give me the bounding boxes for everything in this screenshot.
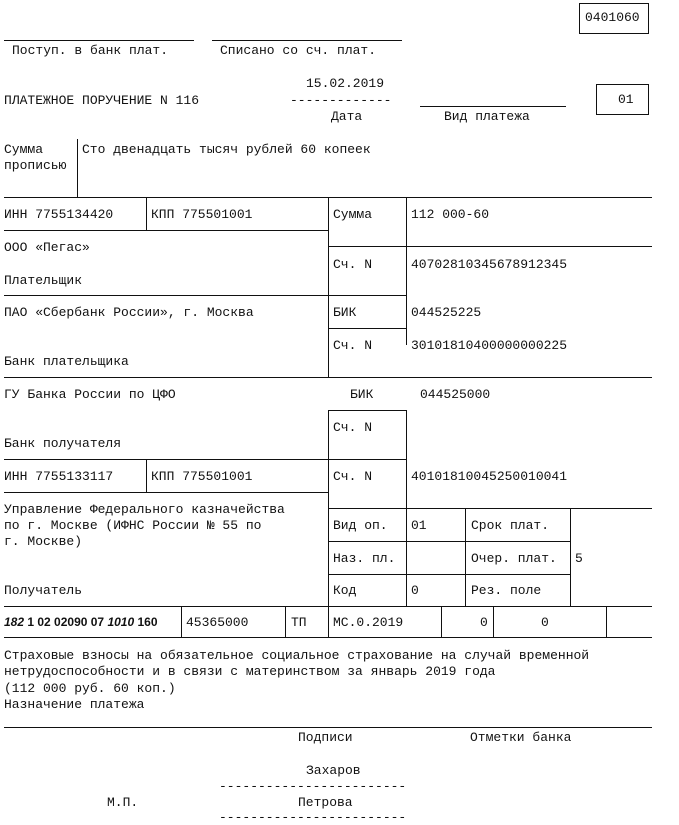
recipient-account-value: 40101810045250010041 <box>411 469 568 484</box>
doc-date: 0 <box>541 615 549 630</box>
recipient-bank-label: Банк получателя <box>4 436 122 451</box>
op-type-value: 01 <box>411 518 427 533</box>
payer-account-label: Сч. N <box>333 257 373 272</box>
form-code: 0401060 <box>585 10 640 25</box>
signer-2: Петрова <box>298 795 353 810</box>
term-label: Срок плат. <box>471 518 550 533</box>
kbk-code: 182 1 02 02090 07 1010 160 <box>4 615 158 629</box>
tax-period: МС.0.2019 <box>333 615 404 630</box>
recipient-bank-bik-label: БИК <box>350 387 374 402</box>
payer-bank-bik-label: БИК <box>333 305 357 320</box>
payment-type-label: Вид платежа <box>444 109 530 124</box>
received-line <box>4 40 194 41</box>
payer-bank-account-label: Сч. N <box>333 338 373 353</box>
signer-1-dashes: ------------------------ <box>219 779 407 794</box>
sum-label: Сумма <box>333 207 373 222</box>
recipient-kpp: КПП 775501001 <box>151 469 253 484</box>
stamp-label: М.П. <box>107 795 139 810</box>
recipient-label: Получатель <box>4 583 83 598</box>
signatures-label: Подписи <box>298 730 353 745</box>
bank-marks-label: Отметки банка <box>470 730 572 745</box>
recipient-name-line-2: по г. Москве (ИФНС России № 55 по <box>4 518 262 533</box>
date-label: Дата <box>331 109 363 124</box>
recipient-account-label: Сч. N <box>333 469 373 484</box>
page-title: ПЛАТЕЖНОЕ ПОРУЧЕНИЕ N 116 <box>4 93 200 108</box>
date-dashes: ------------- <box>290 93 392 108</box>
amount-words-label-1: Сумма <box>4 142 44 157</box>
recipient-bank-name: ГУ Банка России по ЦФО <box>4 387 176 402</box>
payer-kpp: КПП 775501001 <box>151 207 253 222</box>
payer-bank-label: Банк плательщика <box>4 354 129 369</box>
payer-bank-bik-value: 044525225 <box>411 305 482 320</box>
priority-label: Очер. плат. <box>471 551 557 566</box>
payer-inn: ИНН 7755134420 <box>4 207 114 222</box>
payer-name: ООО «Пегас» <box>4 240 90 255</box>
doc-number: 0 <box>480 615 488 630</box>
payment-type-line <box>420 106 566 107</box>
payer-bank-name: ПАО «Сбербанк России», г. Москва <box>4 305 254 320</box>
purpose-line-3: (112 000 руб. 60 коп.) <box>4 681 176 696</box>
recipient-name-line-3: г. Москве) <box>4 534 83 549</box>
op-type-label: Вид оп. <box>333 518 388 533</box>
sum-value: 112 000-60 <box>411 207 490 222</box>
amount-words-label-2: прописью <box>4 158 67 173</box>
priority-value: 5 <box>575 551 583 566</box>
recipient-bank-bik-value: 044525000 <box>420 387 491 402</box>
amount-words-value: Сто двенадцать тысяч рублей 60 копеек <box>82 142 371 157</box>
tax-basis: ТП <box>291 615 307 630</box>
received-label: Поступ. в банк плат. <box>12 43 169 58</box>
payer-label: Плательщик <box>4 273 83 288</box>
signer-1: Захаров <box>306 763 361 778</box>
status-code: 01 <box>618 92 634 107</box>
purpose-line-1: Страховые взносы на обязательное социальное страхование на случай временной <box>4 648 590 663</box>
reserve-label: Рез. поле <box>471 583 542 598</box>
debited-line <box>212 40 402 41</box>
recipient-inn: ИНН 7755133117 <box>4 469 114 484</box>
date-value: 15.02.2019 <box>306 76 385 91</box>
recipient-name-line-1: Управление Федерального казначейства <box>4 502 285 517</box>
purpose-label: Назначение платежа <box>4 697 145 712</box>
purpose-code-label: Наз. пл. <box>333 551 396 566</box>
payer-bank-account-value: 30101810400000000225 <box>411 338 568 353</box>
payer-account-value: 40702810345678912345 <box>411 257 568 272</box>
recipient-bank-account-label: Сч. N <box>333 420 373 435</box>
signer-2-dashes: ------------------------ <box>219 810 407 825</box>
oktmo: 45365000 <box>186 615 249 630</box>
code-label: Код <box>333 583 357 598</box>
code-value: 0 <box>411 583 419 598</box>
purpose-line-2: нетрудоспособности и в связи с материнством за январь 2019 года <box>4 664 496 679</box>
debited-label: Списано со сч. плат. <box>220 43 377 58</box>
